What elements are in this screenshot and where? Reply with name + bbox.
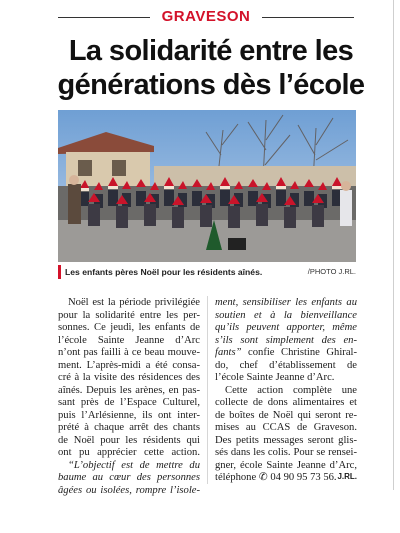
text-line: puis l’Arlésienne, ils ont inter- <box>58 409 200 421</box>
photo-credit: /PHOTO J.RL. <box>307 267 356 276</box>
text-line: l’école Sainte Jeanne d’Arc. <box>215 372 335 383</box>
article-paragraph-2 <box>215 297 357 485</box>
section-kicker: GRAVESON <box>161 8 251 25</box>
text-line: ment. L’après-midi a été consa- <box>58 359 200 371</box>
text-line: gner, école Sainte Jeanne d’Arc, <box>215 459 357 471</box>
children-group-photo <box>58 110 356 262</box>
article-column-1 <box>58 297 200 497</box>
quote-line: s’ils sont simplement des en- <box>215 334 357 346</box>
article-column-2 <box>215 297 357 485</box>
text-line: sés dans les colis. Pour se rensei- <box>215 447 357 458</box>
quote-attribution: confie Christine Ghiral- <box>241 347 357 358</box>
text-line: cré à la visite des résidences des <box>58 372 200 383</box>
headline-line-2: générations dès l’école <box>57 69 365 101</box>
header-rule-right <box>262 17 354 18</box>
text-line: collecte de dons alimentaires et <box>215 397 357 408</box>
text-line: pour la solidarité entre les per- <box>58 309 200 321</box>
photo-caption <box>58 264 356 280</box>
quote-line: baume au cœur des personnes <box>58 472 200 483</box>
article-paragraph-1 <box>58 297 200 497</box>
quote-line: ment, sensibiliser les enfants au <box>215 297 357 308</box>
text-line: de boîtes de Noël qui seront re- <box>215 409 357 421</box>
text-line: Des petits messages seront glis- <box>215 434 357 446</box>
quote-line: âgées ou isolées, rompre l’isole- <box>58 484 200 496</box>
quote-line: “L’objectif est de mettre du <box>68 459 200 471</box>
text-line: sonnes. Ce jeudi, les enfants de <box>58 322 200 333</box>
text-line: l’école Sainte Jeanne d’Arc <box>58 334 200 346</box>
caption-accent-bar <box>58 265 61 279</box>
author-signature: J.RL. <box>337 472 357 481</box>
text-line: Noël est la période privilégiée <box>68 297 200 308</box>
quote-end: fants” <box>215 347 242 358</box>
text-line: n’ont pas failli à ce beau mouve- <box>58 347 200 358</box>
quote-line: qu’ils peuvent apporter, même <box>215 322 357 333</box>
text-line: sant près de l’Espace Culturel, <box>58 397 200 408</box>
caption-text: Les enfants pères Noël pour les résidents aînés. <box>65 267 263 277</box>
text-line: téléphone ✆ 04 90 95 73 56. <box>215 472 337 483</box>
text-line: aînés. Depuis les arènes, en pas- <box>58 384 200 396</box>
text-line: prété à chaque arrêt des chants <box>58 422 200 433</box>
headline-line-1: La solidarité entre les <box>68 35 354 67</box>
text-line: de Noël pour les résidents qui <box>58 434 200 446</box>
text-line <box>215 347 357 360</box>
page-border <box>393 0 394 490</box>
text-line: mises au CCAS de Graveson. <box>215 422 357 433</box>
column-divider <box>207 296 208 484</box>
article-photo <box>58 110 356 262</box>
text-line: Cette action complète une <box>225 384 357 396</box>
text-line: ont pu apprécier cette action. <box>58 447 200 458</box>
section-header <box>58 8 354 26</box>
quote-line: soutien et à la bienveillance <box>215 309 357 321</box>
headline <box>56 34 366 102</box>
text-line: do, chef d’établissement de <box>215 359 357 371</box>
